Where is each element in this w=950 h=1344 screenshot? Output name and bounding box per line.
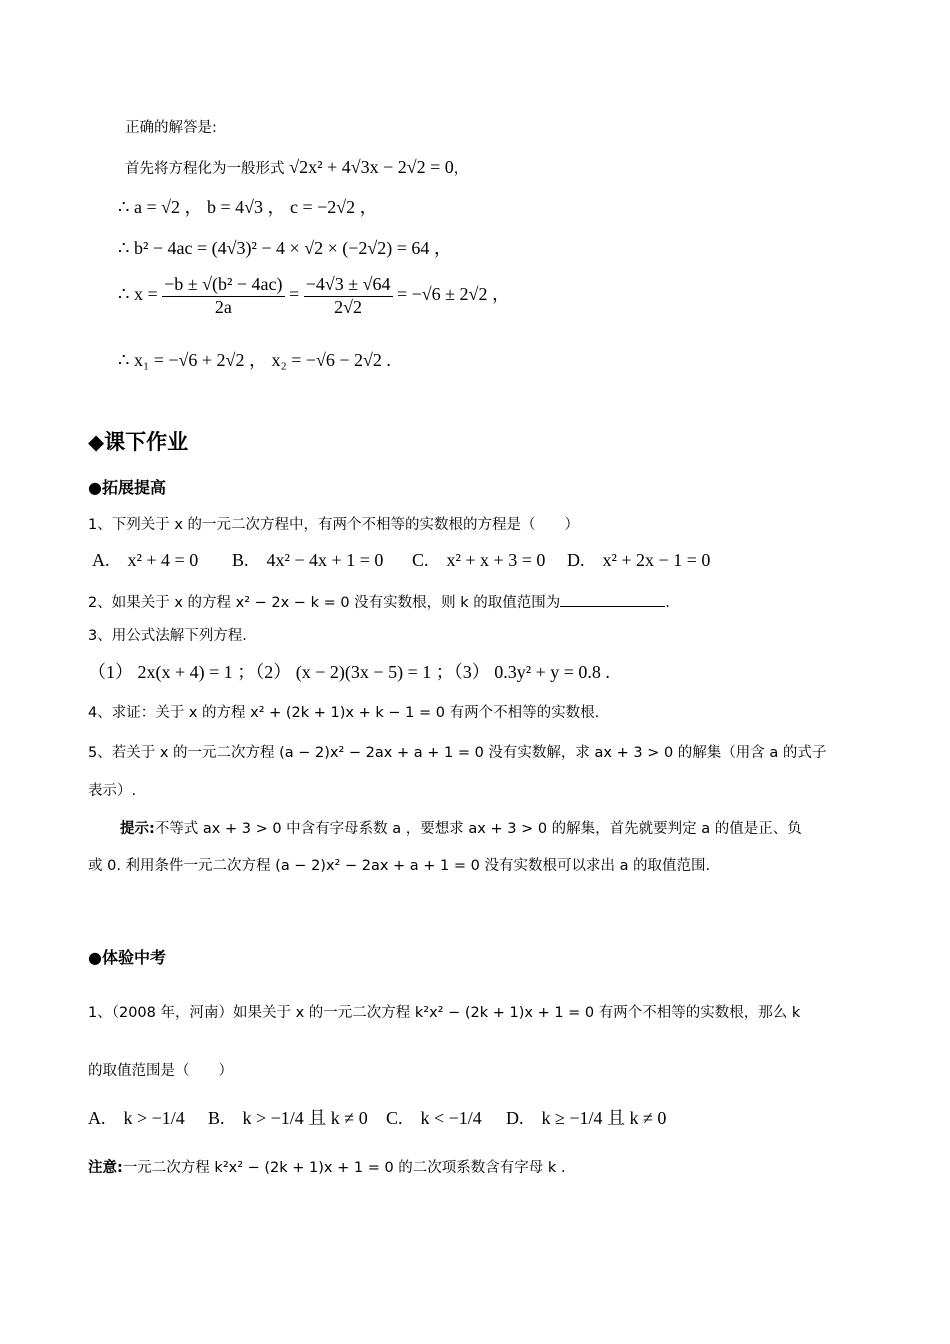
question-2-suffix: . <box>665 595 670 611</box>
option-c: C. x² + x + 3 = 0 <box>412 550 546 570</box>
note-text: 一元二次方程 k²x² − (2k + 1)x + 1 = 0 的二次项系数含有字母 k . <box>122 1160 566 1176</box>
exam-option-c: C. k < −1/4 <box>386 1108 482 1128</box>
question-2-text: 2、如果关于 x 的方程 x² − 2x − k = 0 没有实数根，则 k 的取值范围为 <box>88 595 561 611</box>
option-d: D. x² + 2x − 1 = 0 <box>567 550 711 570</box>
section-exam: ●体验中考 <box>88 948 166 967</box>
solution-intro: 正确的解答是: <box>125 120 217 136</box>
solution-line4: ∴ x = $\frac{\text{−b ± √(b² − 4ac)}}{2a}$ = $\frac{-4√3 \pm √64}{2√2}$ = −√6 ± 2√2 ， <box>118 274 510 317</box>
solution-fraction-1 <box>162 274 284 318</box>
option-b: B. 4x² − 4x + 1 = 0 <box>232 550 384 570</box>
solution-line2: ∴ a = √2 ， b = 4√3 ， c = −2√2 ， <box>118 197 378 217</box>
exam-option-d: D. k ≥ −1/4 且 k ≠ 0 <box>506 1108 667 1128</box>
hint-label: 提示: <box>120 821 155 837</box>
hint-text-1: 不等式 ax + 3 > 0 中含有字母系数 a ，要想求 ax + 3 > 0 的解集，首先就要判定 a 的值是正、负 <box>154 821 802 837</box>
exam-option-b: B. k > −1/4 且 k ≠ 0 <box>208 1108 368 1128</box>
solution-line4-lhs: ∴ x = <box>118 284 158 305</box>
exam-question-1-line1: 1、（2008 年，河南）如果关于 x 的一元二次方程 k²x² − (2k + 1)x + 1 = 0 有两个不相等的实数根，那么 k <box>88 1005 801 1021</box>
exam-question-1-line2: 的取值范围是（ ） <box>88 1063 233 1079</box>
question-4: 4、求证：关于 x 的方程 x² + (2k + 1)x + k − 1 = 0 有两个不相等的实数根. <box>88 705 600 721</box>
solution-line4-rhs: = −√6 ± 2√2 ， <box>397 284 510 305</box>
fraction-1-numerator: −b ± √(b² − 4ac) <box>162 274 284 297</box>
fraction-1-denominator: 2a <box>214 296 232 317</box>
solution-line1-equation: √2x² + 4√3x − 2√2 = 0 <box>289 157 454 177</box>
section-extension: ●拓展提高 <box>88 478 166 497</box>
question-3: 3、用公式法解下列方程. <box>88 628 247 644</box>
note-label: 注意: <box>88 1160 123 1176</box>
question-3-parts: （1） 2x(x + 4) = 1 ；（2） (x − 2)(3x − 5) = 1 ；（3） 0.3y² + y = 0.8 . <box>88 662 610 682</box>
solution-fraction-2 <box>304 274 393 318</box>
hint-line1 <box>120 821 802 838</box>
question-5-line1: 5、若关于 x 的一元二次方程 (a − 2)x² − 2ax + a + 1 = 0 没有实数解，求 ax + 3 > 0 的解集（用含 a 的式子 <box>88 745 827 761</box>
solution-line3: ∴ b² − 4ac = (4√3)² − 4 × √2 × (−2√2) = 64 ， <box>118 238 452 258</box>
homework-title: ◆课下作业 <box>88 430 189 454</box>
answer-blank[interactable] <box>560 590 665 607</box>
fraction-2-denominator: 2√2 <box>334 296 363 317</box>
solution-line1-prefix: 首先将方程化为一般形式 <box>125 161 285 177</box>
note <box>88 1160 566 1177</box>
solution-line5: ∴ x₁ = −√6 + 2√2 ， x₂ = −√6 − 2√2 . <box>118 350 391 370</box>
exam-option-a: A. k > −1/4 <box>88 1108 185 1128</box>
question-5-line2: 表示）. <box>88 783 137 799</box>
fraction-2-numerator: −4√3 ± √64 <box>304 274 393 297</box>
solution-line1: 首先将方程化为一般形式 √2x² + 4√3x − 2√2 = 0， <box>125 157 469 177</box>
question-1: 1、下列关于 x 的一元二次方程中，有两个不相等的实数根的方程是（ ） <box>88 517 580 533</box>
question-2 <box>88 590 670 612</box>
hint-line2: 或 0. 利用条件一元二次方程 (a − 2)x² − 2ax + a + 1 = 0 没有实数根可以求出 a 的取值范围. <box>88 858 711 874</box>
option-a: A. x² + 4 = 0 <box>92 550 199 570</box>
